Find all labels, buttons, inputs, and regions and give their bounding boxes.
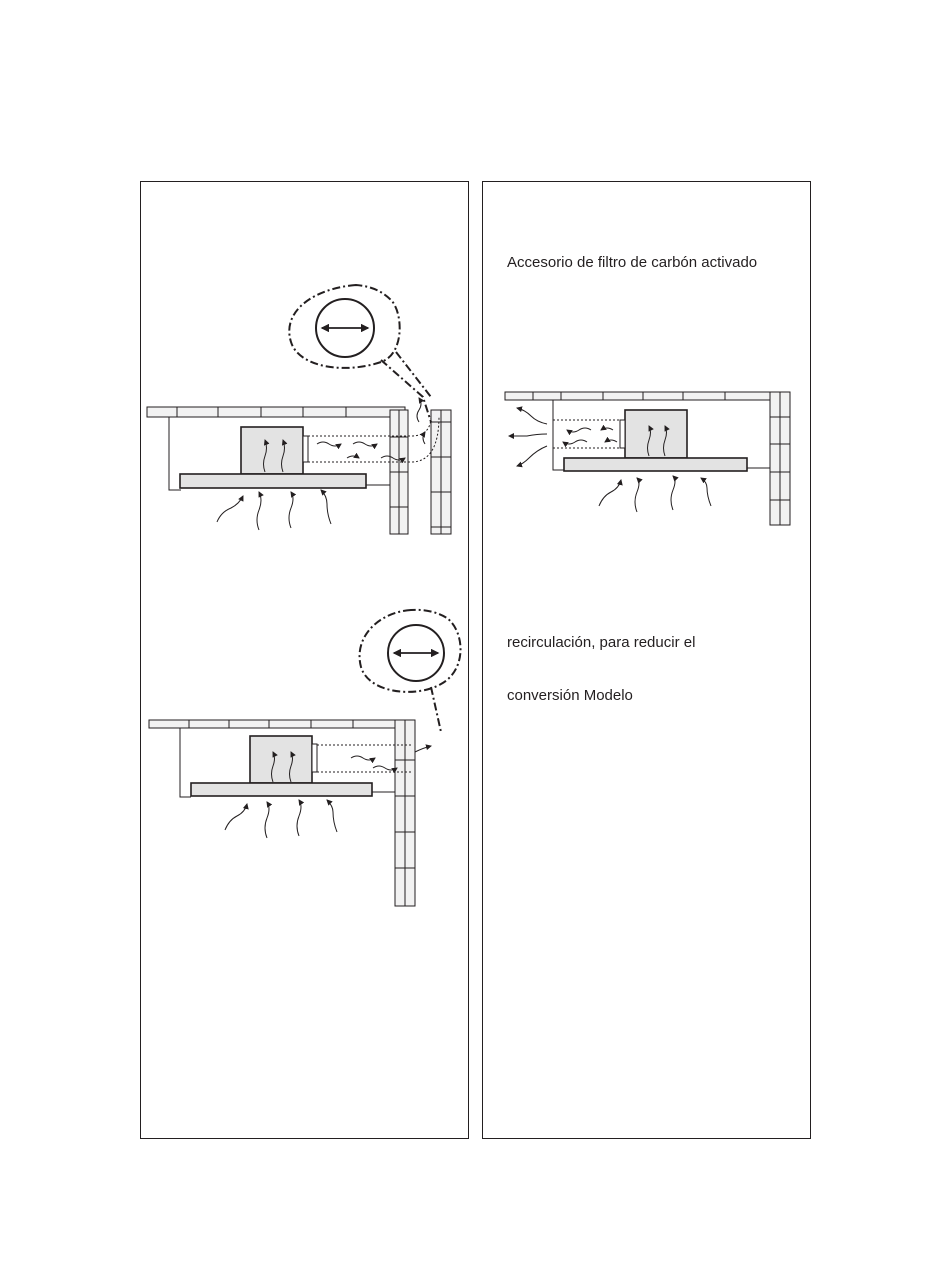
blower-housing	[241, 427, 303, 474]
range-hood-body	[180, 474, 366, 488]
exhaust-duct	[308, 416, 439, 462]
wall-bricks	[390, 410, 451, 534]
duct-diameter-callout	[289, 285, 431, 422]
duct-diameter-callout	[360, 610, 461, 732]
ceiling-bricks	[505, 392, 790, 400]
ceiling-bricks	[147, 407, 405, 417]
recirculation-text: recirculación, para reducir el	[507, 634, 696, 651]
wall-bricks	[395, 720, 415, 906]
left-illustration-panel	[140, 181, 469, 1139]
conversion-model-text: conversión Modelo	[507, 687, 633, 704]
ducted-exhaust-diagram	[141, 182, 470, 562]
recirculation-diagram	[483, 382, 812, 542]
blower-housing	[625, 410, 687, 458]
blower-housing	[250, 736, 312, 783]
carbon-filter-heading: Accesorio de filtro de carbón activado	[507, 254, 758, 271]
wall-exhaust-diagram	[141, 592, 470, 912]
right-text-panel	[482, 181, 811, 1139]
range-hood-body	[191, 783, 372, 796]
wall-bricks	[770, 392, 790, 525]
carbon-filter-duct	[553, 420, 620, 448]
ceiling-bricks	[149, 720, 414, 728]
range-hood-body	[564, 458, 747, 471]
